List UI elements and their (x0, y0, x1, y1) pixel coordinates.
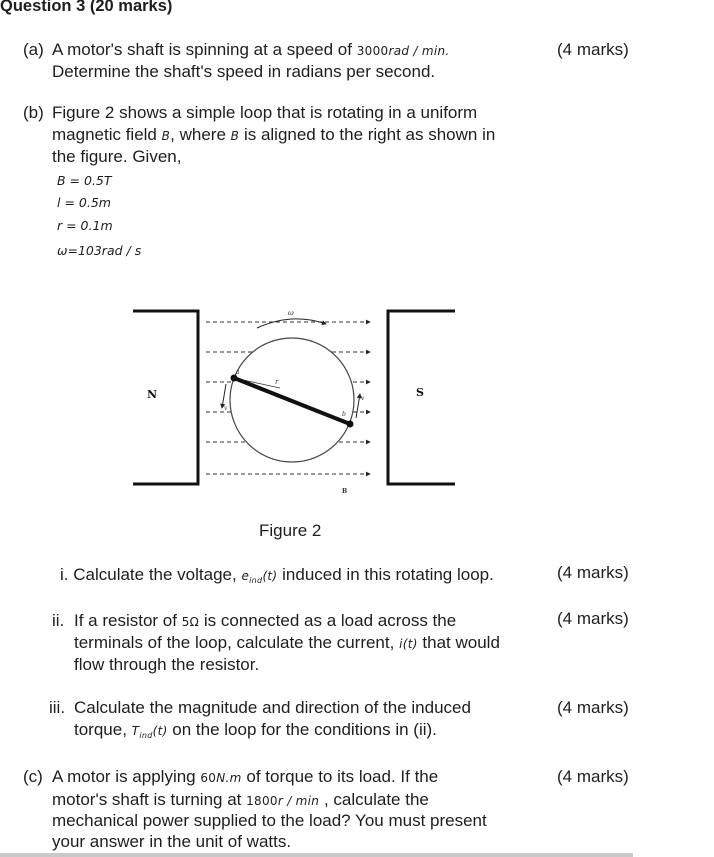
part-b-sym-b: B (161, 129, 171, 143)
shaft-speed-unit: r / min (277, 794, 320, 808)
part-b-iii-text2-pre: torque, (74, 720, 127, 739)
part-b-ii-text1-post: is connected as a load across the (203, 611, 457, 630)
part-b-sym-b-2: B (230, 129, 240, 143)
radius-label: r (275, 378, 279, 386)
part-b-i-text-post: induced in this rotating loop. (282, 565, 494, 584)
omega-label: ω (288, 309, 294, 317)
part-b-i-text-pre: Calculate the voltage, (73, 565, 237, 584)
part-b-iii-line2 (74, 719, 437, 747)
part-c-line2-pre: motor's shaft is turning at (52, 790, 242, 809)
given-omega: ω=103rad / s (57, 243, 142, 258)
torque-arg: (t) (152, 724, 168, 738)
figure-caption: Figure 2 (259, 521, 322, 540)
field-label: B (342, 488, 348, 495)
figure-2-diagram (120, 298, 460, 503)
part-b-ii-text1-pre: If a resistor of (74, 611, 177, 630)
part-a-marks: (4 marks) (557, 40, 629, 59)
part-c-line1 (52, 766, 438, 789)
part-b-ii-marks: (4 marks) (557, 609, 629, 628)
torque-value: 60 (200, 771, 217, 785)
question-title: Question 3 (20 marks) (0, 0, 173, 15)
part-a-unit: rad / min. (388, 44, 450, 58)
north-pole-bracket (133, 311, 198, 484)
part-b-iii-marks: (4 marks) (557, 698, 629, 717)
part-b-line2-mid: , where (170, 125, 226, 144)
given-r: r = 0.1m (57, 218, 113, 233)
torque-unit: N.m (216, 771, 242, 785)
part-b-line1: Figure 2 shows a simple loop that is rotating in a uniform (52, 103, 478, 122)
part-c-line2 (52, 789, 429, 812)
svg-text:b: b (342, 411, 346, 418)
svg-text:a: a (236, 369, 240, 376)
part-a-line1 (52, 39, 536, 62)
emf-arg: (t) (262, 569, 278, 583)
velocity-arrow-right (356, 394, 360, 418)
part-b-iii-line1: Calculate the magnitude and direction of the induced (74, 698, 471, 717)
part-b-ii-line2 (74, 632, 500, 655)
part-c-label: (c) (23, 767, 43, 786)
part-c-line3: mechanical power supplied to the load? You must present (52, 811, 487, 830)
part-b-iii-label: iii. (49, 698, 66, 717)
part-b-line2 (52, 124, 495, 147)
pole-n-label: N (147, 388, 158, 401)
part-b-ii-label: ii. (52, 611, 65, 630)
given-b: B = 0.5T (57, 173, 112, 188)
part-a-label: (a) (23, 40, 44, 59)
shaft-speed-value: 1800 (246, 794, 278, 808)
part-b-iii-text2-post: on the loop for the conditions in (ii). (172, 720, 437, 739)
part-b-ii-line3: flow through the resistor. (74, 655, 260, 674)
part-a-line2: Determine the shaft's speed in radians per second. (52, 62, 436, 81)
given-l: l = 0.5m (57, 195, 111, 210)
scroll-indicator (0, 853, 633, 857)
omega-arrow (257, 319, 326, 328)
part-c-marks: (4 marks) (557, 767, 629, 786)
part-c-line1-post: of torque to its load. If the (246, 767, 439, 786)
part-c-line4: your answer in the unit of watts. (52, 832, 292, 851)
part-a-text: A motor's shaft is spinning at a speed of (52, 40, 352, 59)
part-b-line3: the figure. Given, (52, 147, 182, 166)
svg-text:v: v (224, 405, 228, 412)
emf-symbol: $e_{ind}$ (241, 569, 263, 585)
terminal-b (347, 421, 354, 428)
part-b-line2-post: is aligned to the right as shown in (243, 125, 496, 144)
part-b-label: (b) (23, 103, 44, 122)
current-symbol: i(t) (399, 637, 418, 651)
part-b-i-line (60, 564, 494, 592)
part-b-ii-text2-pre: terminals of the loop, calculate the current, (74, 633, 395, 652)
part-c-line2-post: , calculate the (323, 790, 429, 809)
part-b-ii-line1 (74, 610, 534, 633)
torque-symbol: $T_{ind}$ (131, 724, 153, 740)
resistance-value: 5Ω (181, 615, 200, 629)
part-c-line1-pre: A motor is applying (52, 767, 196, 786)
pole-s-label: S (416, 386, 424, 399)
part-b-ii-text2-post: that would (422, 633, 500, 652)
part-b-i-marks: (4 marks) (557, 563, 629, 582)
part-b-i-label: i. (60, 565, 69, 584)
part-a-speed: 3000 (356, 44, 389, 58)
svg-text:v: v (361, 395, 365, 402)
part-b-line2-pre: magnetic field (52, 125, 157, 144)
